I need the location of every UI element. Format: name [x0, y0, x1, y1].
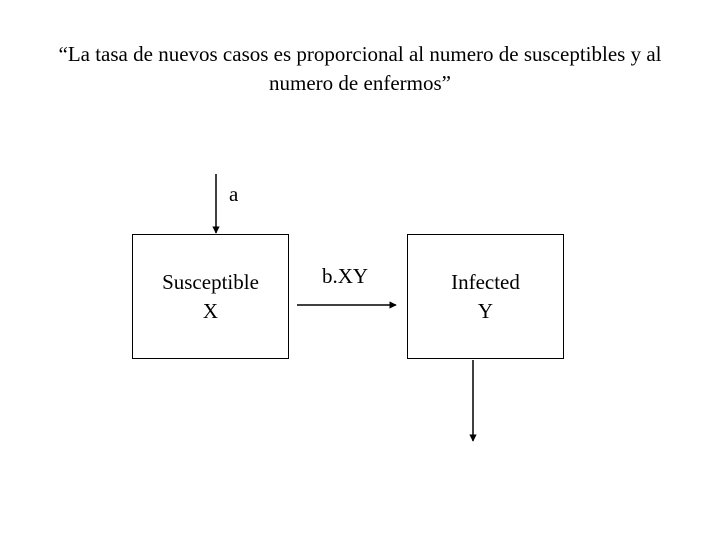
inflow-label: a [229, 182, 239, 206]
transfer-label: b.XY [322, 264, 369, 288]
quote-line-2: numero de enfermos” [269, 71, 451, 95]
infected-box [407, 234, 564, 359]
susceptible-name: Susceptible [162, 269, 259, 294]
susceptible-box [132, 234, 289, 359]
quote-line-1: “La tasa de nuevos casos es proporcional al numero de susceptibles y al [58, 42, 662, 66]
susceptible-symbol: X [202, 298, 219, 323]
infected-symbol: Y [477, 298, 494, 323]
infected-name: Infected [451, 269, 520, 294]
